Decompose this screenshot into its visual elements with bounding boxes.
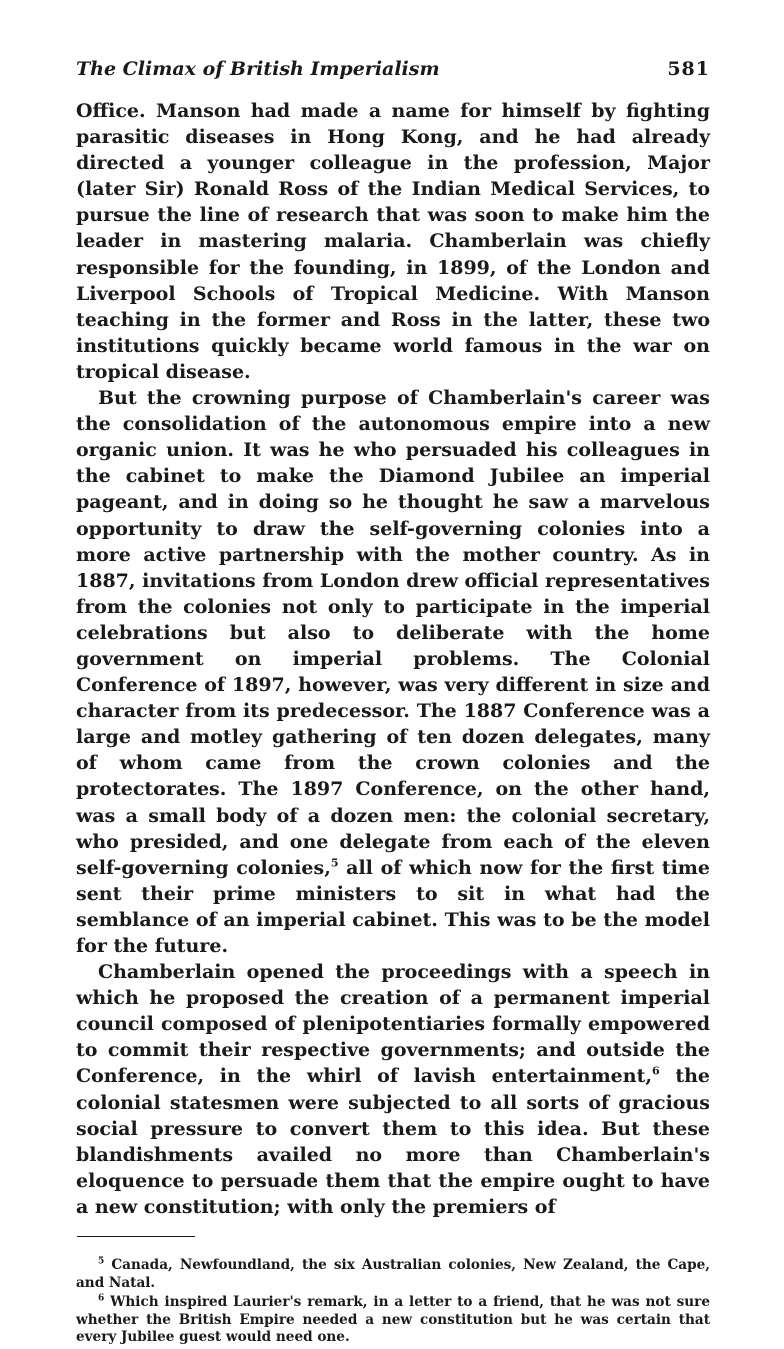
footnote-ref-6[interactable]: 6	[651, 1065, 660, 1079]
paragraph-text: Chamberlain opened the proceedings with a speech in which he proposed the creation of a permanent imperial council composed of plenipotentiaries formally empowered to commit their respective governments; and outside the Conference, in the whirl of lavish entertainment,	[76, 961, 710, 1088]
footnote-divider	[77, 1236, 195, 1237]
footnotes	[76, 1257, 710, 1347]
paragraph-1	[76, 98, 710, 385]
paragraph-text: But the crowning purpose of Chamberlain's career was the consolidation of the autonomous empire into a new organic union. It was he who persuaded his colleagues in the cabinet to make the Diamond Jubilee an imperial pageant, and in doing so he thought he saw a marvelous opportunity to draw the self-governing colonies into a more active partnership with the mother country. As in 1887, invitations from London drew official representatives from the colonies not only to participate in the imperial celebrations but also to deliberate with the home government on imperial problems. The Colonial Conference of 1897, however, was very different in size and character from its predecessor. The 1887 Conference was a large and motley gathering of ten dozen delegates, many of whom came from the crown colonies and the protectorates. The 1897 Conference, on the other hand, was a small body of a dozen men: the colonial secretary, who presided, and one delegate from each of the eleven self-governing colonies,	[76, 387, 710, 879]
paragraph-text: all of which now for the first time sent their prime ministers to sit in what had the semblance of an imperial cabinet. This was to be the model for the future.	[76, 856, 710, 957]
footnote-6	[76, 1294, 710, 1347]
book-page	[76, 58, 710, 1349]
footnote-5	[76, 1257, 710, 1292]
paragraph-text: Office. Manson had made a name for himself by fighting parasitic diseases in Hong Kong, and he had already directed a younger colleague in the profession, Major (later Sir) Ronald Ross of the Indian Medical Services, to pursue the line of research that was soon to make him the leader in mastering malaria. Chamberlain was chiefly responsible for the founding, in 1899, of the London and Liverpool Schools of Tropical Medicine. With Manson teaching in the former and Ross in the latter, these two institutions quickly became world famous in the war on tropical disease.	[76, 100, 710, 383]
running-title: The Climax of British Imperialism	[76, 58, 440, 80]
footnote-text: Which inspired Laurier's remark, in a letter to a friend, that he was not sure whether the British Empire needed a new constitution but he was certain that every Jubilee guest would need one.	[76, 1294, 710, 1346]
footnote-text: Canada, Newfoundland, the six Australian colonies, New Zealand, the Cape, and Natal.	[76, 1257, 710, 1291]
footnote-marker: 6	[98, 1293, 105, 1304]
footnote-marker: 5	[98, 1256, 105, 1267]
paragraph-3	[76, 959, 710, 1220]
page-number: 581	[667, 58, 710, 80]
footnote-ref-5[interactable]: 5	[330, 856, 339, 870]
body-text	[76, 98, 710, 1220]
paragraph-2	[76, 385, 710, 959]
paragraph-text: the colonial statesmen were subjected to all sorts of gracious social pressure to convert them to this idea. But these blandishments availed no more than Chamberlain's eloquence to persuade them that the empire ought to have a new constitution; with only the premiers of	[76, 1065, 710, 1218]
running-header	[76, 58, 710, 88]
